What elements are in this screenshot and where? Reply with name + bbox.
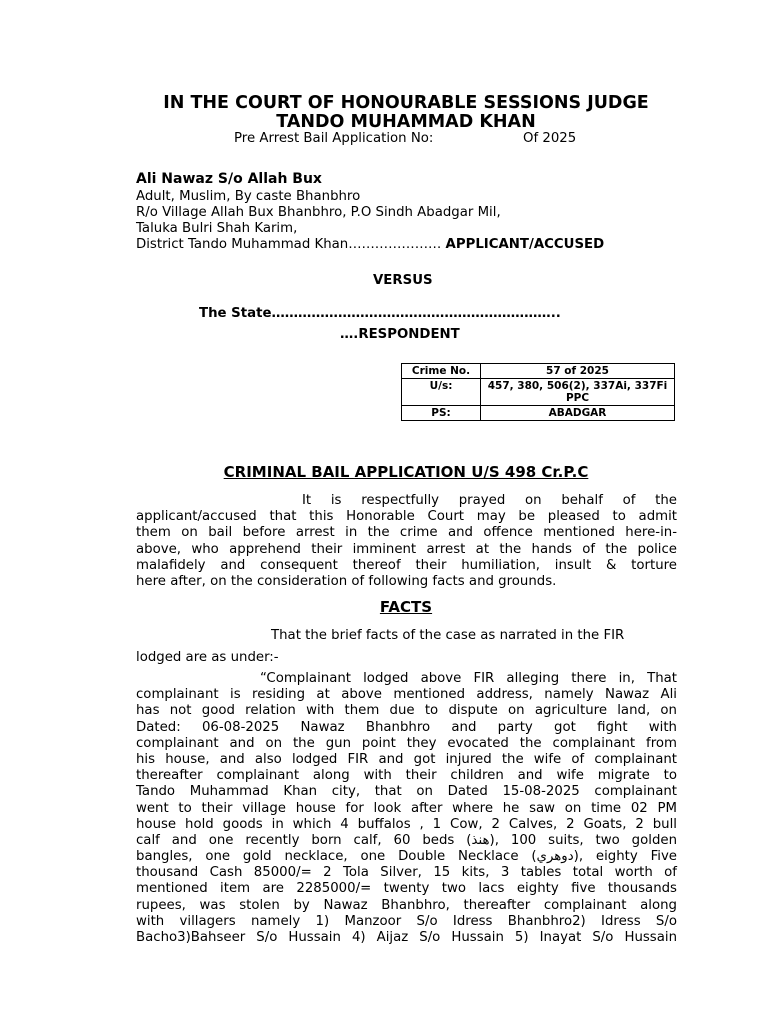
facts-intro-line-1: That the brief facts of the case as narrated in the FIR: [271, 628, 625, 643]
applicant-name: Ali Nawaz S/o Allah Bux: [136, 171, 322, 187]
facts-intro-line-2: lodged are as under:-: [136, 650, 279, 665]
table-row: [402, 379, 675, 406]
facts-line: Tando Muhammad Khan city, that on Dated 15-08-2025 complainant: [136, 784, 677, 800]
versus-label: VERSUS: [373, 273, 433, 288]
facts-heading: FACTS: [379, 598, 433, 616]
court-title-line1: IN THE COURT OF HONOURABLE SESSIONS JUDGE: [163, 93, 649, 113]
applicant-line-2: R/o Village Allah Bux Bhanbhro, P.O Sindh Abadgar Mil,: [136, 205, 501, 220]
facts-line: Bacho3)Bahseer S/o Hussain 4) Aijaz S/o Hussain 5) Inayat S/o Hussain: [136, 930, 677, 945]
prayer-line: malafidely and consequent thereof their humiliation, insult & torture: [136, 557, 677, 573]
prayer-line: here after, on the consideration of following facts and grounds.: [136, 573, 557, 589]
applicant-line-3: Taluka Bulri Shah Karim,: [136, 221, 298, 236]
crime-no-key: Crime No.: [402, 364, 481, 379]
prayer-line: them on bail before arrest in the crime and offence mentioned here-in-: [136, 525, 677, 541]
facts-line: “Complainant lodged above FIR alleging there in, That: [260, 671, 677, 686]
police-station-value: ABADGAR: [481, 406, 675, 421]
prayer-line: above, who apprehend their imminent arrest at the hands of the police: [136, 541, 677, 557]
facts-line: has not good relation with them due to dispute on agriculture land, on: [136, 703, 677, 719]
facts-line: thereafter complainant along with their children and wife migrate to: [136, 768, 677, 784]
applicant-line-4: [136, 237, 604, 252]
prayer-line: applicant/accused that this Honorable Court may be pleased to admit: [136, 509, 677, 525]
facts-line: complainant and on the gun point they evocated the complainant from: [136, 735, 677, 751]
facts-line: Dated: 06-08-2025 Nawaz Bhanbhro and party got fight with: [136, 719, 677, 735]
police-station-key: PS:: [402, 406, 481, 421]
facts-line: mentioned item are 2285000/= twenty two lacs eighty five thousands: [136, 881, 677, 897]
prayer-paragraph: [136, 493, 677, 590]
facts-line: house hold goods in which 4 buffalos , 1 Cow, 2 Calves, 2 Goats, 2 bull: [136, 816, 677, 832]
crime-details-table: [401, 363, 675, 421]
sections-value: 457, 380, 506(2), 337Ai, 337Fi PPC: [481, 379, 675, 406]
facts-line: his house, and also lodged FIR and got injured the wife of complainant: [136, 751, 677, 767]
applicant-line-1: Adult, Muslim, By caste Bhanbhro: [136, 189, 361, 204]
application-no-label: Pre Arrest Bail Application No:: [234, 131, 434, 146]
respondent-label: ….RESPONDENT: [340, 327, 460, 342]
crime-no-value: 57 of 2025: [481, 364, 675, 379]
table-row: [402, 406, 675, 421]
application-year-label: Of 2025: [523, 131, 577, 146]
facts-line: complainant is residing at above mentioned address, namely Nawaz Ali: [136, 687, 677, 703]
respondent-state: The State………………………………………………………..: [199, 306, 561, 321]
facts-line: went to their village house for look after where he saw on time 02 PM: [136, 800, 677, 816]
applicant-district: District Tando Muhammad Khan…………………: [136, 237, 442, 252]
applicant-role: APPLICANT/ACCUSED: [445, 237, 605, 252]
sections-key: U/s:: [402, 379, 481, 406]
facts-line: calf and one recently born calf, 60 beds (هنذ), 100 suits, two golden: [136, 832, 677, 848]
court-title-line2: TANDO MUHAMMAD KHAN: [276, 112, 536, 132]
facts-line: rupees, was stolen by Nawaz Bhanbhro, thereafter complainant along: [136, 897, 677, 913]
facts-line: thousand Cash 85000/= 2 Tola Silver, 15 kits, 3 tables total worth of: [136, 865, 677, 881]
facts-line: with villagers namely 1) Manzoor S/o Idress Bhanbhro2) Idress S/o: [136, 913, 677, 929]
facts-quote-paragraph: [136, 671, 677, 946]
table-row: [402, 364, 675, 379]
prayer-line: It is respectfully prayed on behalf of the: [302, 493, 677, 508]
facts-line: bangles, one gold necklace, one Double Necklace (دوهري), eighty Five: [136, 849, 677, 865]
application-heading: CRIMINAL BAIL APPLICATION U/S 498 Cr.P.C: [223, 463, 589, 481]
